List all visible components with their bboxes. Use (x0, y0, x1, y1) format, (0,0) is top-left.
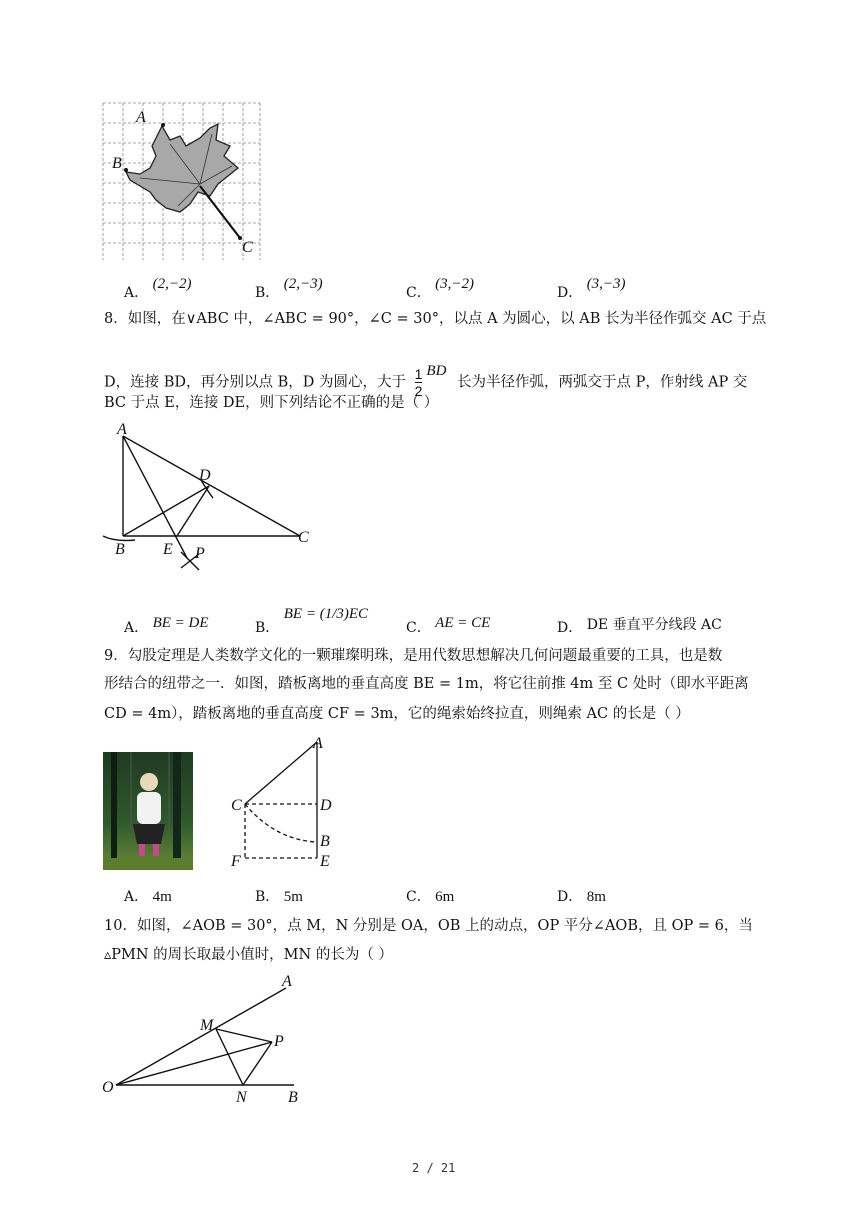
q8-option-b[interactable] (255, 606, 369, 637)
option-value: 8m (586, 889, 606, 905)
q7-option-a[interactable] (124, 276, 192, 302)
q9-line-3: CD = 4m），踏板离地的垂直高度 CF = 3m，它的绳索始终拉直，则绳索 AC 的长是（ ） (104, 706, 690, 722)
point-a-label: A (136, 109, 146, 126)
page-number: 2 / 21 (412, 1161, 456, 1175)
point-b-label: B (115, 541, 125, 558)
option-value: BE = DE (152, 615, 209, 631)
q8-line-2a: D，连接 BD，再分别以点 B，D 为圆心，大于 (104, 374, 407, 391)
q8-option-c[interactable] (406, 617, 490, 637)
q8-option-d[interactable] (557, 617, 722, 637)
option-letter: D． (557, 620, 583, 636)
point-b-label: B (288, 1089, 298, 1106)
q9-option-d[interactable] (557, 886, 606, 906)
q10-line-1: 10．如图，∠AOB = 30°，点 M，N 分别是 OA，OB 上的动点，OP 平分∠AOB，且 OP = 6，当 (104, 918, 753, 934)
q7-option-c[interactable] (406, 276, 475, 302)
point-f-label: F (231, 853, 241, 870)
q10-angle-figure (98, 972, 313, 1112)
point-p-label: P (274, 1033, 284, 1050)
point-d-label: D (199, 467, 211, 484)
option-value: (2,−2) (152, 276, 192, 292)
point-c-label: C (242, 239, 253, 256)
option-letter: C． (406, 889, 431, 905)
q9-option-a[interactable] (124, 886, 172, 906)
point-b-label: B (112, 155, 122, 172)
option-letter: C． (406, 620, 431, 636)
option-letter: A． (124, 285, 149, 301)
option-letter: D． (557, 285, 583, 301)
option-value: BE = (1/3)EC (283, 606, 369, 622)
option-value: (2,−3) (283, 276, 323, 292)
q8-line-1: 8．如图，在∨ABC 中，∠ABC = 90°，∠C = 30°，以点 A 为圆心，以 AB 长为半径作弧交 AC 于点 (104, 311, 767, 327)
point-c-label: C (298, 529, 309, 546)
option-letter: D． (557, 889, 583, 905)
point-c-label: C (231, 797, 242, 814)
option-letter: A． (124, 620, 149, 636)
option-value: DE 垂直平分线段 AC (586, 617, 722, 633)
q8-triangle-figure (95, 418, 330, 583)
option-value: 5m (283, 889, 303, 905)
option-value: (3,−2) (435, 276, 475, 292)
q7-option-d[interactable] (557, 276, 626, 302)
option-letter: B． (255, 285, 280, 301)
q9-option-c[interactable] (406, 886, 454, 906)
point-o-label: O (102, 1079, 114, 1096)
point-b-label: B (320, 833, 330, 850)
option-value: 4m (152, 889, 172, 905)
q9-line-2: 形结合的纽带之一．如图，踏板离地的垂直高度 BE = 1m，将它往前推 4m 至 C 处时（即水平距离 (104, 676, 749, 692)
point-n-label: N (236, 1089, 247, 1106)
option-letter: A． (124, 889, 149, 905)
option-letter: C． (406, 285, 431, 301)
point-a-label: A (282, 973, 292, 990)
q9-option-b[interactable] (255, 886, 303, 906)
swing-photo (103, 752, 193, 870)
option-value: AE = CE (435, 615, 491, 631)
q8-line-2b: 长为半径作弧，两弧交于点 P，作射线 AP 交 (457, 374, 748, 391)
q10-line-2: ▵PMN 的周长取最小值时，MN 的长为（ ） (104, 947, 393, 963)
leaf-stem (200, 186, 240, 238)
point-e-label: E (320, 853, 330, 870)
q8-option-a[interactable] (124, 617, 209, 637)
q7-option-b[interactable] (255, 276, 323, 302)
q7-leaf-grid-figure (100, 100, 265, 265)
fraction-numerator: 1 (414, 366, 423, 382)
option-letter: B． (255, 889, 280, 905)
q9-swing-geometry-figure (225, 734, 345, 874)
q8-line-3: BC 于点 E，连接 DE，则下列结论不正确的是（ ） (104, 395, 439, 411)
option-letter: B． (255, 620, 280, 636)
fraction-variable: BD (426, 362, 447, 379)
fraction-denominator: 2 (414, 383, 423, 399)
point-a-label: A (117, 421, 127, 438)
point-e-label: E (163, 541, 173, 558)
point-p-label: P (195, 545, 205, 562)
q9-line-1: 9．勾股定理是人类数学文化的一颗璀璨明珠，是用代数思想解决几何问题最重要的工具，也是数 (104, 648, 723, 664)
option-value: 6m (435, 889, 455, 905)
point-m-label: M (200, 1017, 214, 1034)
point-a-label: A (313, 735, 323, 752)
point-d-label: D (320, 797, 332, 814)
option-value: (3,−3) (586, 276, 626, 292)
